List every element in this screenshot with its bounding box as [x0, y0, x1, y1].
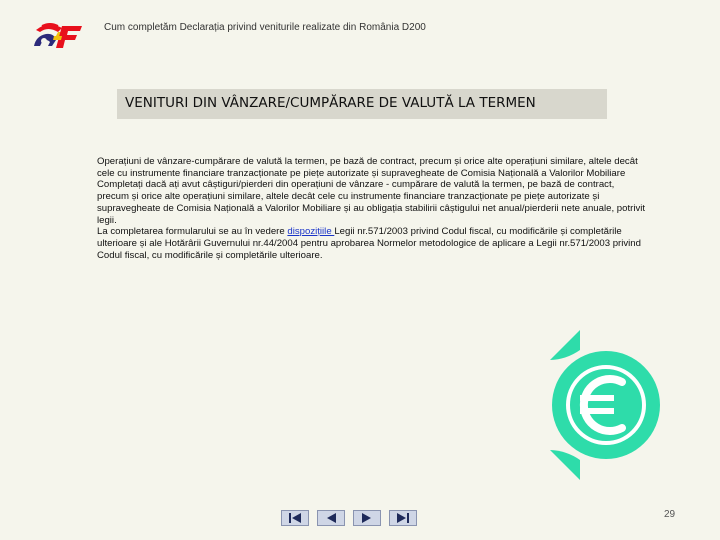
dispozitii-link[interactable]: dispozițiile	[287, 226, 335, 238]
paragraph-legislation	[97, 226, 647, 261]
last-slide-button[interactable]	[389, 510, 417, 526]
previous-icon	[324, 513, 338, 523]
slide-navigation	[281, 510, 417, 526]
next-slide-button[interactable]	[353, 510, 381, 526]
paragraph-completion: Completați dacă ați avut câștiguri/pierderi din operațiuni de vânzare - cumpărare de valută la termen, pe bază de contract, precum și orice alte operațiuni similare, altele decât cele cu instrumente financiare tranzacționate pe piețe autorizate și supravegheate de Comisia Națională a Valorilor Mobiliare și au obligația stabilirii câștigului net anual/pierderii nete anuale, potrivit legii.	[97, 179, 646, 226]
first-icon	[288, 513, 302, 523]
slide-title: VENITURI DIN VÂNZARE/CUMPĂRARE DE VALUTĂ LA TERMEN	[117, 89, 607, 119]
first-slide-button[interactable]	[281, 510, 309, 526]
header-title: Cum completăm Declarația privind veniturile realizate din România D200	[104, 22, 426, 33]
body-text	[97, 156, 647, 261]
previous-slide-button[interactable]	[317, 510, 345, 526]
page-number: 29	[664, 509, 676, 520]
next-icon	[360, 513, 374, 523]
anaf-logo	[32, 18, 94, 50]
paragraph-operations: Operațiuni de vânzare-cumpărare de valută la termen, pe bază de contract, precum și orice alte operațiuni similare, altele decât cele cu instrumente financiare tranzacționate pe piețe autorizate și supravegheate de Comisia Națională a Valorilor Mobiliare	[97, 156, 638, 179]
euro-coin-icon	[550, 330, 662, 480]
legislation-text-start: La completarea formularului se au în vedere	[97, 226, 288, 238]
last-icon	[396, 513, 410, 523]
legislation-text-end: Legii nr.571/2003 privind Codul fiscal, cu modificările și completările ulterioare și ale Hotărârii Guvernului nr.44/2004 pentru aprobarea Normelor metodologice de aplicare a Legii nr.571/2003 privind Codul fiscal, cu modificările și completările ulterioare.	[97, 226, 641, 261]
